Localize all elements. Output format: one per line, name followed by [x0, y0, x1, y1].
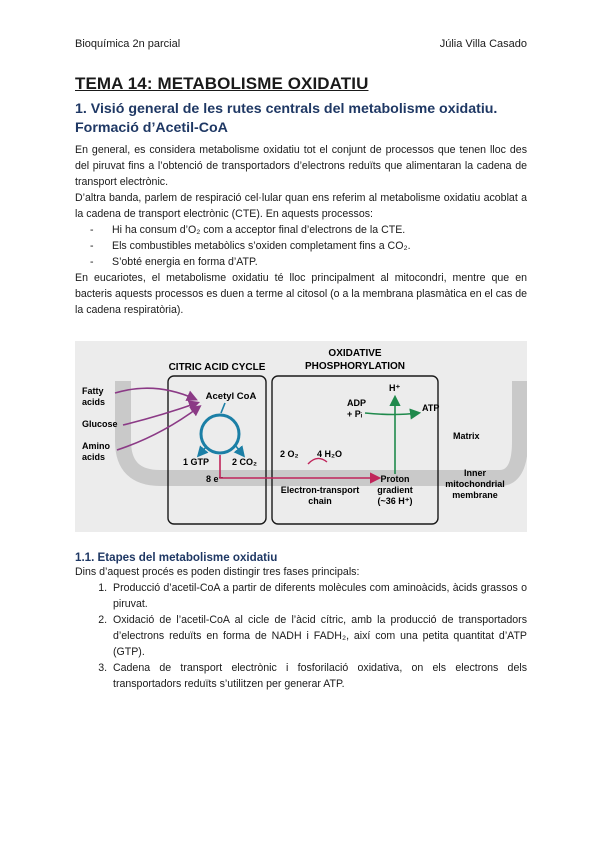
fatty-label-2: acids	[82, 397, 106, 407]
paragraph-3: En eucariotes, el metabolisme oxidatiu té lloc principalment al mitocondri, mentre que en bacteris aquests processos es duen a terme al citosol (o a la membrana plasmàtica en el cas de la cadena respiratòria).	[75, 272, 527, 316]
list-item: 3. Cadena de transport electrònic i fosforilació oxidativa, on els electrons dels transportadors reduïts s’utilitzen per generar ATP.	[110, 660, 527, 692]
proton-label-2: gradient	[377, 485, 413, 495]
membrane-label-3: membrane	[452, 490, 498, 500]
membrane-label-2: mitochondrial	[445, 479, 505, 489]
list-item: - Hi ha consum d’O₂ com a acceptor final d’electrons de la CTE.	[90, 222, 527, 238]
paragraph-1: En general, es considera metabolisme oxidatiu tot el conjunt de processos que tenen lloc des del piruvat fins a l’obtenció de transportadors d’electrons reduïts que alimentaran la cadena de transport electrònic.	[75, 144, 527, 188]
fatty-label-1: Fatty	[82, 386, 104, 396]
list-item: - Els combustibles metabòlics s’oxiden completament fins a CO₂.	[90, 238, 527, 254]
h2o-label: 4 H₂O	[317, 449, 343, 459]
phases-list	[75, 580, 527, 692]
co2-label: 2 CO₂	[232, 457, 258, 467]
ox-title-line-1: OXIDATIVE	[328, 348, 382, 359]
list-item: 1. Producció d’acetil-CoA a partir de diferents molècules com aminoàcids, àcids grassos o piruvat.	[110, 580, 527, 612]
oxidative-metabolism-figure	[75, 341, 527, 532]
list-item: 2. Oxidació de l’acetil-CoA al cicle de l’àcid cítric, amb la producció de transportadors d’electrons reduïts en forma de NADH i FADH₂, així com una petita quantitat d’ATP (GTP).	[110, 612, 527, 660]
glucose-label: Glucose	[82, 419, 118, 429]
list-item: - S’obté energia en forma d’ATP.	[90, 254, 527, 270]
acetyl-coa-label: Acetyl CoA	[205, 391, 257, 402]
etc-label-1: Electron-transport	[280, 485, 360, 495]
amino-label-1: Amino	[82, 441, 110, 451]
section-1-1-intro: Dins d’aquest procés es poden distingir tres fases principals:	[75, 566, 360, 578]
ox-title-line-2: PHOSPHORYLATION	[304, 361, 406, 372]
amino-label-2: acids	[82, 452, 106, 462]
section-1-1-heading: 1.1. Etapes del metabolisme oxidatiu	[75, 551, 278, 564]
membrane-label-1: Inner	[463, 468, 487, 478]
matrix-label: Matrix	[453, 431, 480, 441]
adp-label-2: + Pᵢ	[347, 409, 363, 419]
section-1-1	[75, 551, 527, 692]
gtp-label: 1 GTP	[183, 457, 210, 467]
page-title: TEMA 14: METABOLISME OXIDATIU	[75, 74, 369, 93]
proton-label-1: Proton	[380, 474, 410, 484]
header-left: Bioquímica 2n parcial	[75, 38, 181, 50]
paragraph-2: D’altra banda, parlem de respiració cel·lular quan ens referim al metabolisme oxidatiu acoblat a la cadena de transport electrònic (CTE). En aquests processos:	[75, 192, 527, 220]
hplus-label: H⁺	[389, 383, 401, 393]
section-1-heading: 1. Visió general de les rutes centrals del metabolisme oxidatiu. Formació d’Acetil-CoA	[75, 101, 498, 136]
cac-title: CITRIC ACID CYCLE	[168, 362, 266, 373]
respiration-list	[75, 222, 527, 270]
etc-label-2: chain	[308, 496, 332, 506]
o2-label: 2 O₂	[280, 449, 299, 459]
adp-label-1: ADP	[347, 398, 367, 408]
electrons-label: 8 e⁻	[206, 474, 224, 484]
proton-label-3: (~36 H⁺)	[377, 496, 413, 506]
section-1	[75, 74, 527, 318]
atp-label: ATP	[422, 403, 440, 413]
header-right: Júlia Villa Casado	[439, 38, 527, 50]
